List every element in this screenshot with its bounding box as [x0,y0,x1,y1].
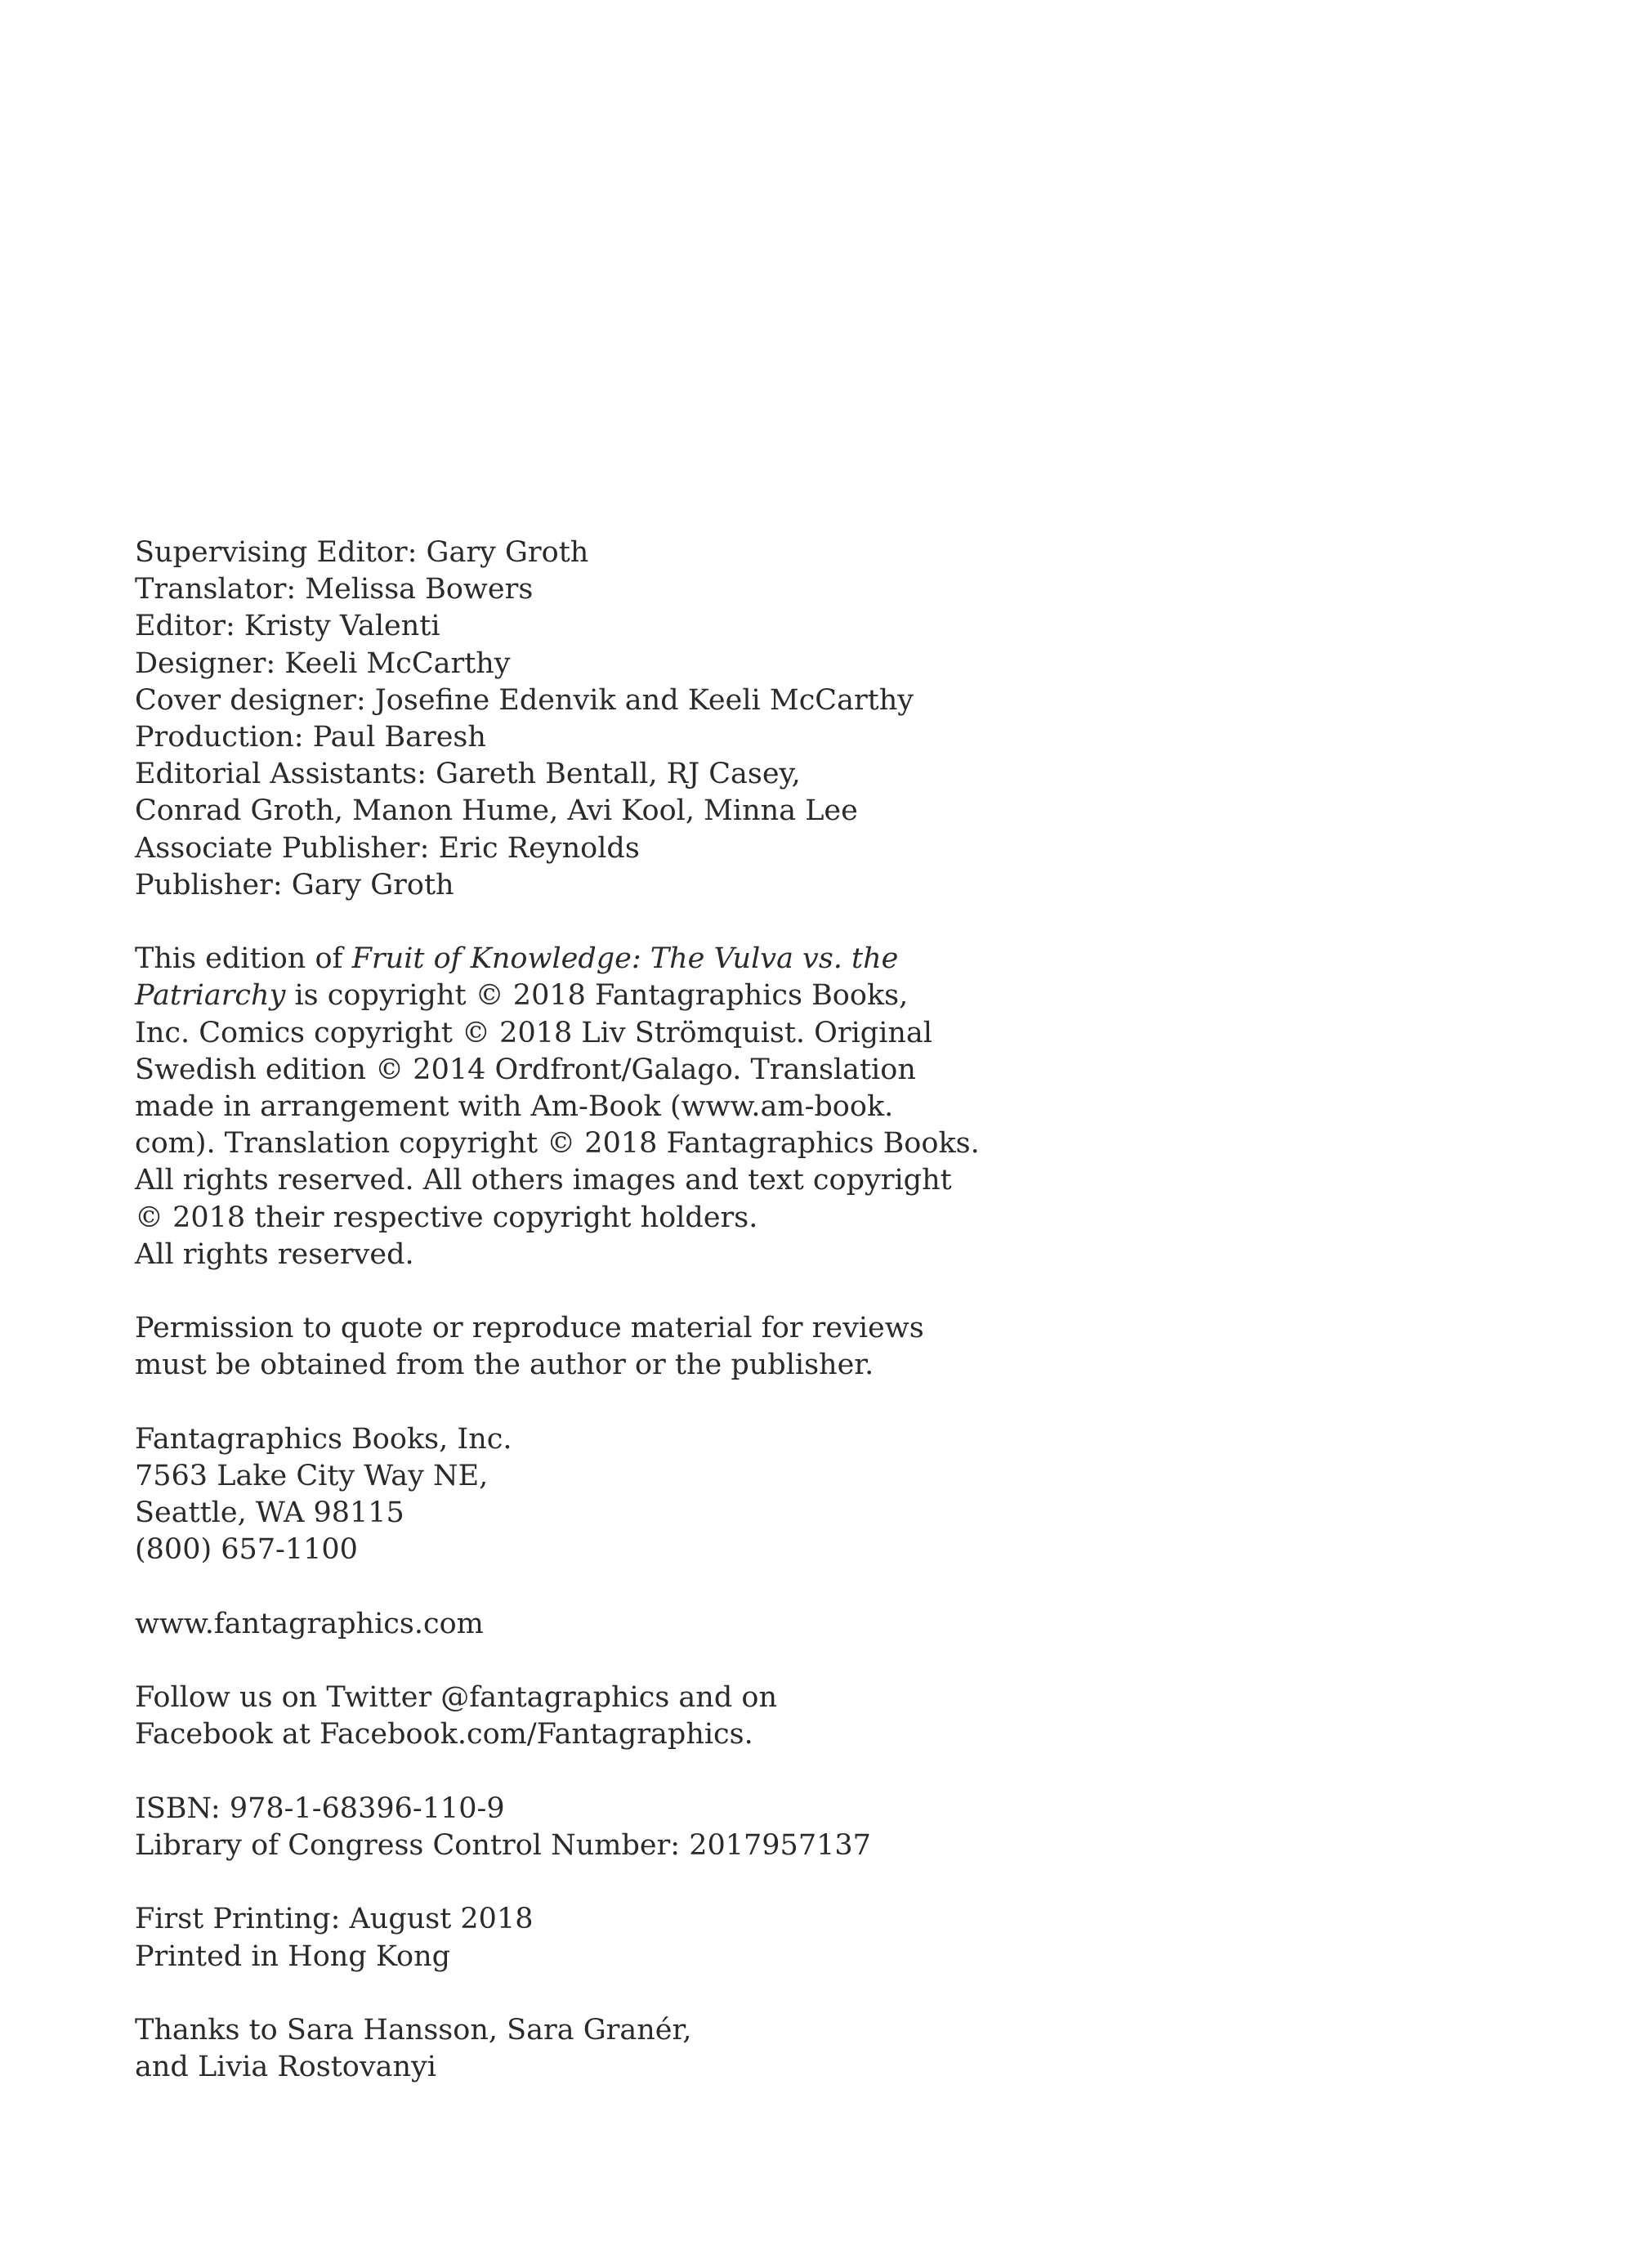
address-line: Seattle, WA 98115 [135,1496,404,1530]
social-section [135,1680,1083,1753]
permission-line: must be obtained from the author or the publisher. [135,1349,874,1382]
credit-line: Cover designer: Josefine Edenvik and Keeli McCarthy [135,683,914,717]
copyright-section [135,941,1083,1273]
book-title-continued: Patriarchy [135,979,286,1013]
copyright-line: made in arrangement with Am-Book (www.am-book. [135,1090,894,1124]
credit-line: Designer: Keeli McCarthy [135,646,511,680]
thanks-line: Thanks to Sara Hansson, Sara Granér, [135,2014,692,2047]
copyright-line-text: This edition of [135,942,352,976]
isbn: ISBN: 978-1-68396-110-9 [135,1792,505,1825]
lccn: Library of Congress Control Number: 2017957137 [135,1829,871,1863]
credit-line: Editorial Assistants: Gareth Bentall, RJ Casey, [135,758,801,791]
permission-section [135,1310,1083,1384]
book-title: Fruit of Knowledge: The Vulva vs. the [351,942,899,976]
copyright-line: com). Translation copyright © 2018 Fantagraphics Books. [135,1127,980,1161]
copyright-line: All rights reserved. All others images and text copyright [135,1164,952,1197]
social-line: Facebook at Facebook.com/Fantagraphics. [135,1718,753,1751]
credits-section [135,535,1083,904]
permission-line: Permission to quote or reproduce material for reviews [135,1312,924,1345]
credit-line: Production: Paul Baresh [135,721,486,754]
credit-line: Conrad Groth, Manon Hume, Avi Kool, Minna Lee [135,794,858,828]
copyright-line: Inc. Comics copyright © 2018 Liv Strömquist. Original [135,1016,932,1049]
credit-line: Publisher: Gary Groth [135,868,454,901]
printing-section [135,1901,1083,1975]
copyright-line [135,977,1083,1014]
website-url: www.fantagraphics.com [135,1607,484,1640]
website-section [135,1606,1083,1643]
copyright-line-text: is copyright © 2018 Fantagraphics Books, [285,979,909,1013]
credit-line: Editor: Kristy Valenti [135,610,440,643]
copyright-line [135,941,1083,977]
copyright-line: All rights reserved. [135,1237,414,1271]
identifiers-section [135,1791,1083,1864]
credit-line: Supervising Editor: Gary Groth [135,536,589,569]
phone-number: (800) 657-1100 [135,1533,358,1567]
thanks-section [135,2012,1083,2086]
copyright-line: © 2018 their respective copyright holders. [135,1201,758,1234]
social-line: Follow us on Twitter @fantagraphics and on [135,1681,777,1715]
credit-line: Associate Publisher: Eric Reynolds [135,831,640,865]
printing-line: Printed in Hong Kong [135,1939,451,1973]
copyright-line: Swedish edition © 2014 Ordfront/Galago. Translation [135,1053,916,1086]
address-line: 7563 Lake City Way NE, [135,1460,489,1493]
printing-line: First Printing: August 2018 [135,1903,534,1936]
colophon-text [135,535,1083,2086]
thanks-line: and Livia Rostovanyi [135,2051,437,2084]
credit-line: Translator: Melissa Bowers [135,573,534,606]
address-section [135,1421,1083,1569]
address-line: Fantagraphics Books, Inc. [135,1422,512,1456]
